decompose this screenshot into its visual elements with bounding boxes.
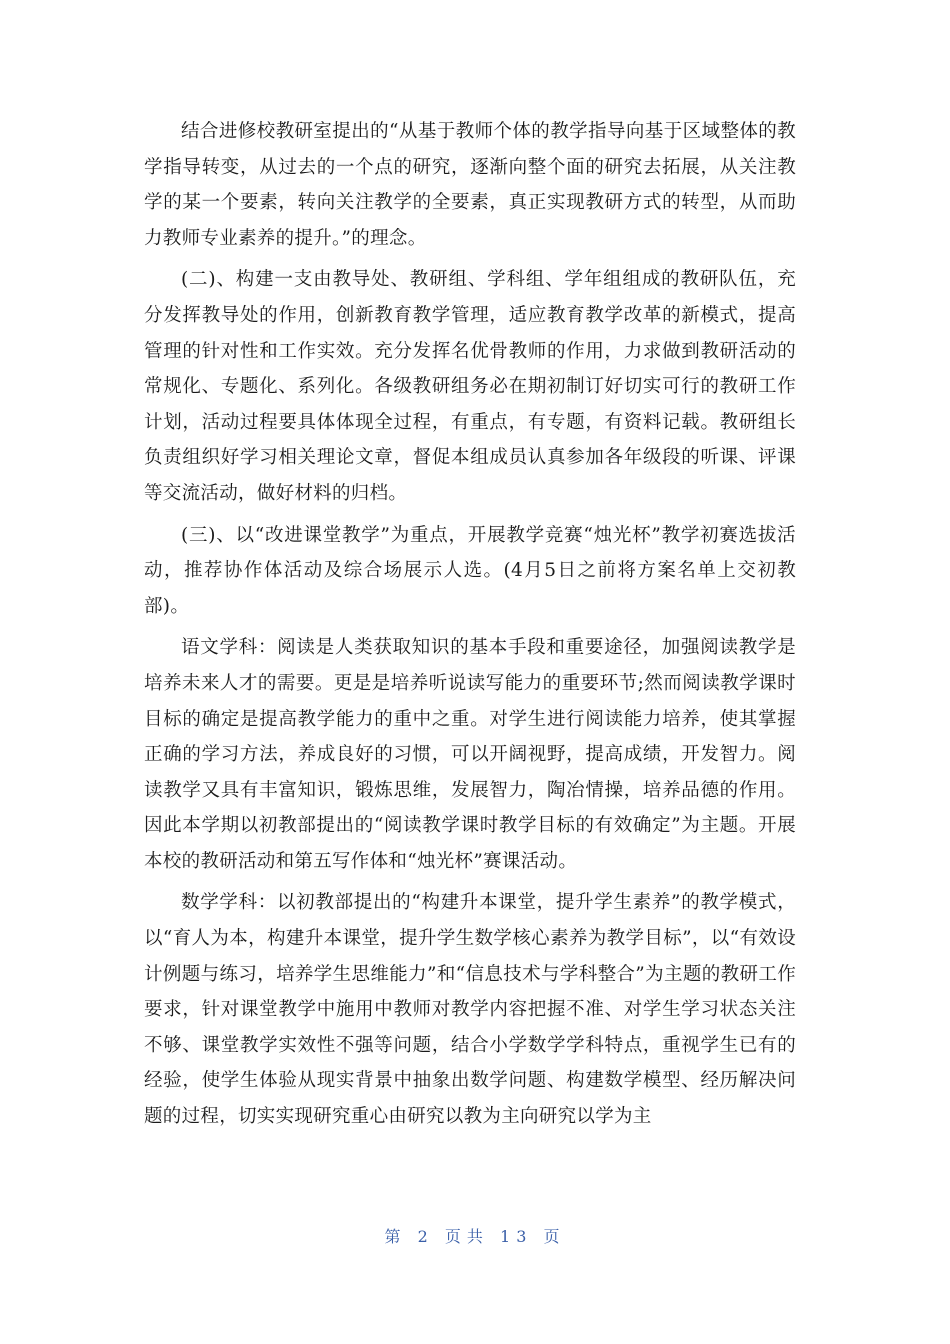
footer-page-number: 2 [417, 1227, 434, 1246]
page-footer [0, 1224, 950, 1247]
paragraph-math-subject: 数学学科：以初教部提出的“构建升本课堂，提升学生素养”的教学模式，以“育人为本，构建升本课堂，提升学生数学核心素养为教学目标”，以“有效设计例题与练习，培养学生思维能力”和“信息技术与学科整合”为主题的教研工作要求，针对课堂教学中施用中教师对教学内容把握不准、对学生学习状态关注不够、课堂教学实效性不强等问题，结合小学数学学科特点，重视学生已有的经验，使学生体验从现实背景中抽象出数学问题、构建数学模型、经历解决问题的过程，切实实现研究重心由研究以教为主向研究以学为主 [144, 892, 796, 1128]
footer-prefix: 第 [384, 1227, 407, 1246]
footer-middle: 页共 [444, 1227, 489, 1246]
paragraph-team-building: (二)、构建一支由教导处、教研组、学科组、学年组组成的教研队伍，充分发挥教导处的作用，创新教育教学管理，适应教育教学改革的新模式，提高管理的针对性和工作实效。充分发挥名优骨教师的作用，力求做到教研活动的常规化、专题化、系列化。各级教研组务必在期初制订好切实可行的教研工作计划，活动过程要具体体现全过程，有重点，有专题，有资料记载。教研组长负责组织好学习相关理论文章，督促本组成员认真参加各年级段的听课、评课等交流活动，做好材料的归档。 [144, 269, 796, 504]
footer-total-pages: 13 [500, 1227, 533, 1246]
paragraph-concept: 结合进修校教研室提出的“从基于教师个体的教学指导向基于区域整体的教学指导转变，从过去的一个点的研究，逐渐向整个面的研究去拓展，从关注教学的某一个要素，转向关注教学的全要素，真正实现教研方式的转型，从而助力教师专业素养的提升。”的理念。 [144, 121, 796, 249]
paragraph-teaching-contest: (三)、以“改进课堂教学”为重点，开展教学竞赛“烛光杯”教学初赛选拔活动，推荐协作体活动及综合场展示人选。(4月5日之前将方案名单上交初教部)。 [144, 524, 796, 617]
document-body [144, 114, 796, 1141]
footer-suffix: 页 [543, 1227, 566, 1246]
paragraph-chinese-subject: 语文学科：阅读是人类获取知识的基本手段和重要途径，加强阅读教学是培养未来人才的需要。更是是培养听说读写能力的重要环节;然而阅读教学课时目标的确定是提高教学能力的重中之重。对学生进行阅读能力培养，使其掌握正确的学习方法，养成良好的习惯，可以开阔视野，提高成绩，开发智力。阅读教学又具有丰富知识，锻炼思维，发展智力，陶冶情操，培养品德的作用。因此本学期以初教部提出的“阅读教学课时教学目标的有效确定”为主题。开展本校的教研活动和第五写作体和“烛光杯”赛课活动。 [144, 637, 796, 872]
